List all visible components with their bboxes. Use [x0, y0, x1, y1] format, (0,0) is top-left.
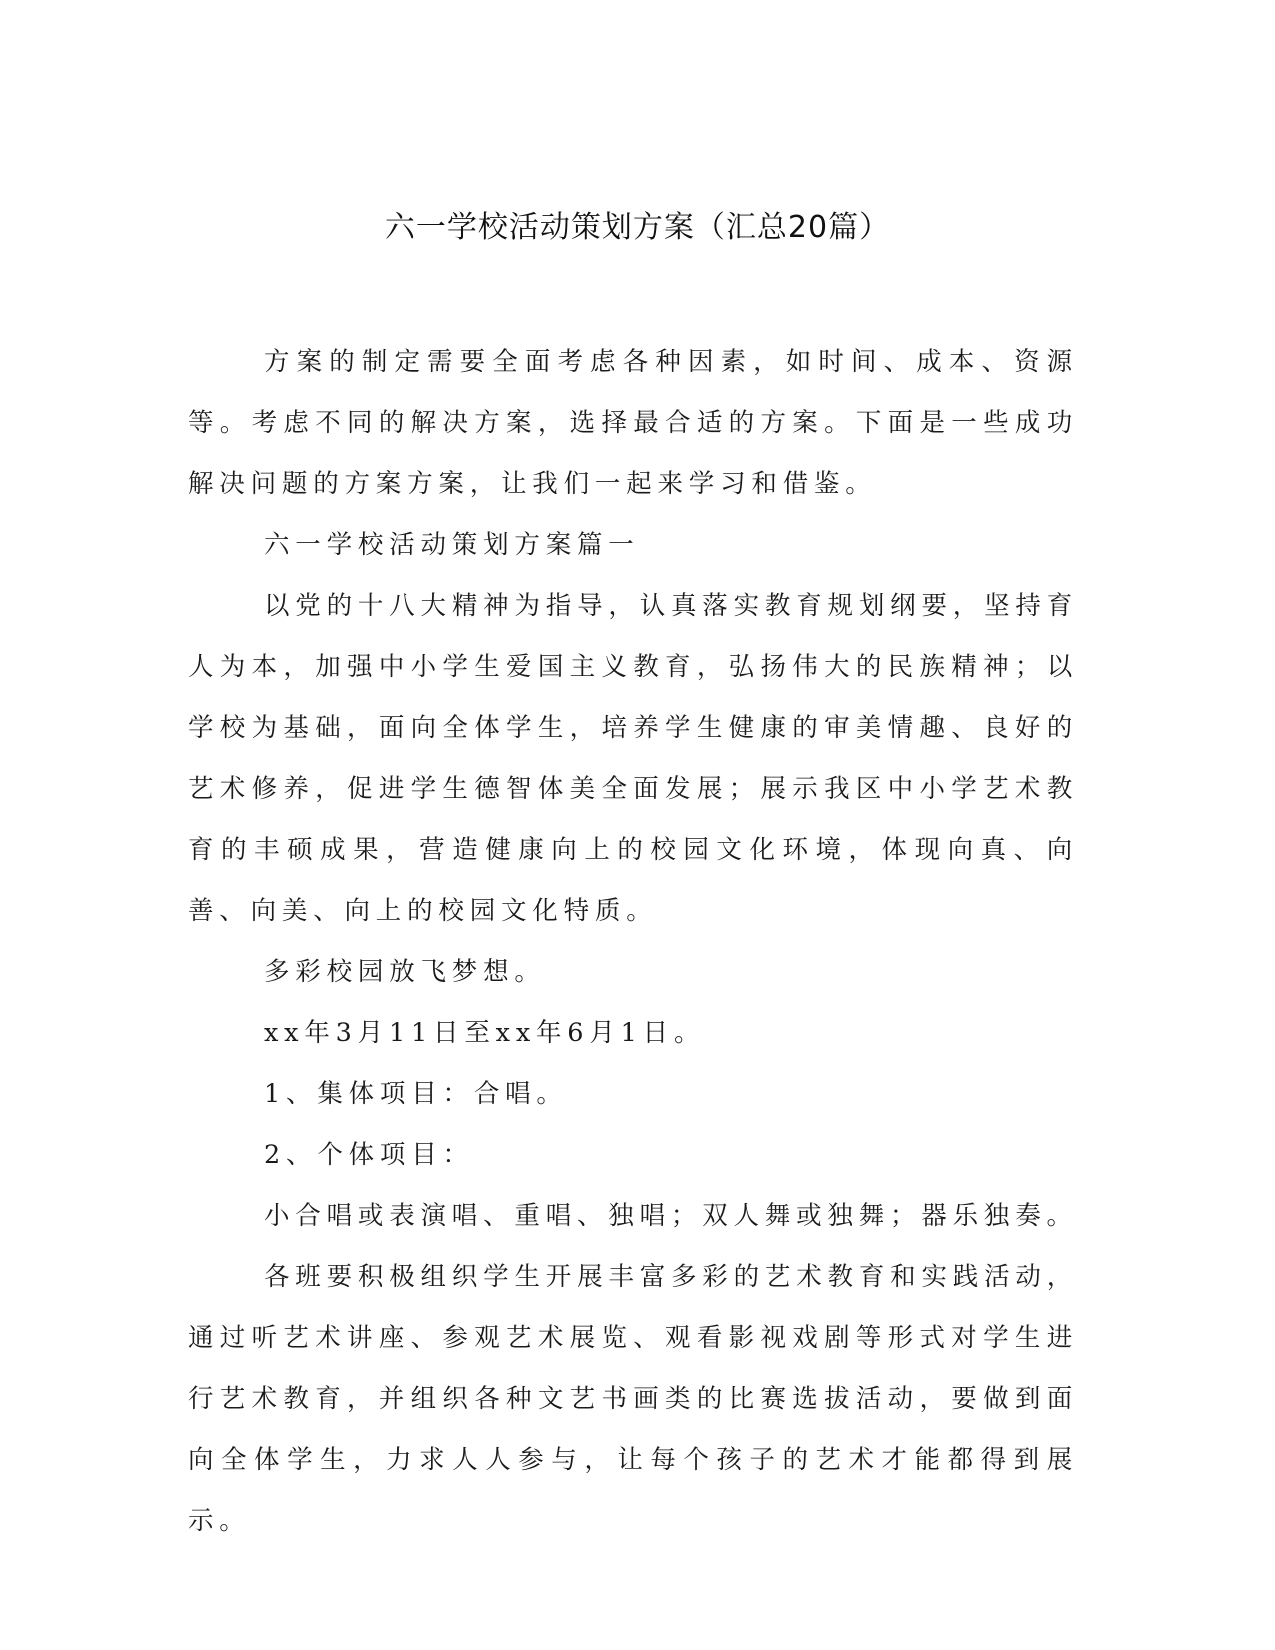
guiding-principle-paragraph: 以党的十八大精神为指导，认真落实教育规划纲要，坚持育人为本，加强中小学生爱国主义教育，弘扬伟大的民族精神；以学校为基础，面向全体学生，培养学生健康的审美情趣、良好的艺术修养，促进学生德智体美全面发展；展示我区中小学艺术教育的丰硕成果，营造健康向上的校园文化环境，体现向真、向善、向美、向上的校园文化特质。 — [188, 591, 1078, 926]
group-event-paragraph: 1、集体项目：合唱。 — [264, 1079, 568, 1109]
class-organization-paragraph: 各班要积极组织学生开展丰富多彩的艺术教育和实践活动，通过听艺术讲座、参观艺术展览、观看影视戏剧等形式对学生进行艺术教育，并组织各种文艺书画类的比赛选拔活动，要做到面向全体学生，力求人人参与，让每个孩子的艺术才能都得到展示。 — [188, 1262, 1078, 1536]
document-body — [188, 332, 1078, 1552]
section-heading: 六一学校活动策划方案篇一 — [264, 530, 640, 560]
theme-paragraph: 多彩校园放飞梦想。 — [264, 957, 546, 987]
document-title: 六一学校活动策划方案（汇总20篇） — [384, 210, 891, 245]
individual-event-paragraph: 2、个体项目： — [264, 1140, 474, 1170]
date-range-paragraph: xx年3月11日至xx年6月1日。 — [264, 1018, 706, 1048]
individual-event-list-paragraph: 小合唱或表演唱、重唱、独唱；双人舞或独舞；器乐独奏。 — [264, 1201, 1078, 1231]
intro-paragraph: 方案的制定需要全面考虑各种因素，如时间、成本、资源等。考虑不同的解决方案，选择最合适的方案。下面是一些成功解决问题的方案方案，让我们一起来学习和借鉴。 — [188, 347, 1078, 499]
